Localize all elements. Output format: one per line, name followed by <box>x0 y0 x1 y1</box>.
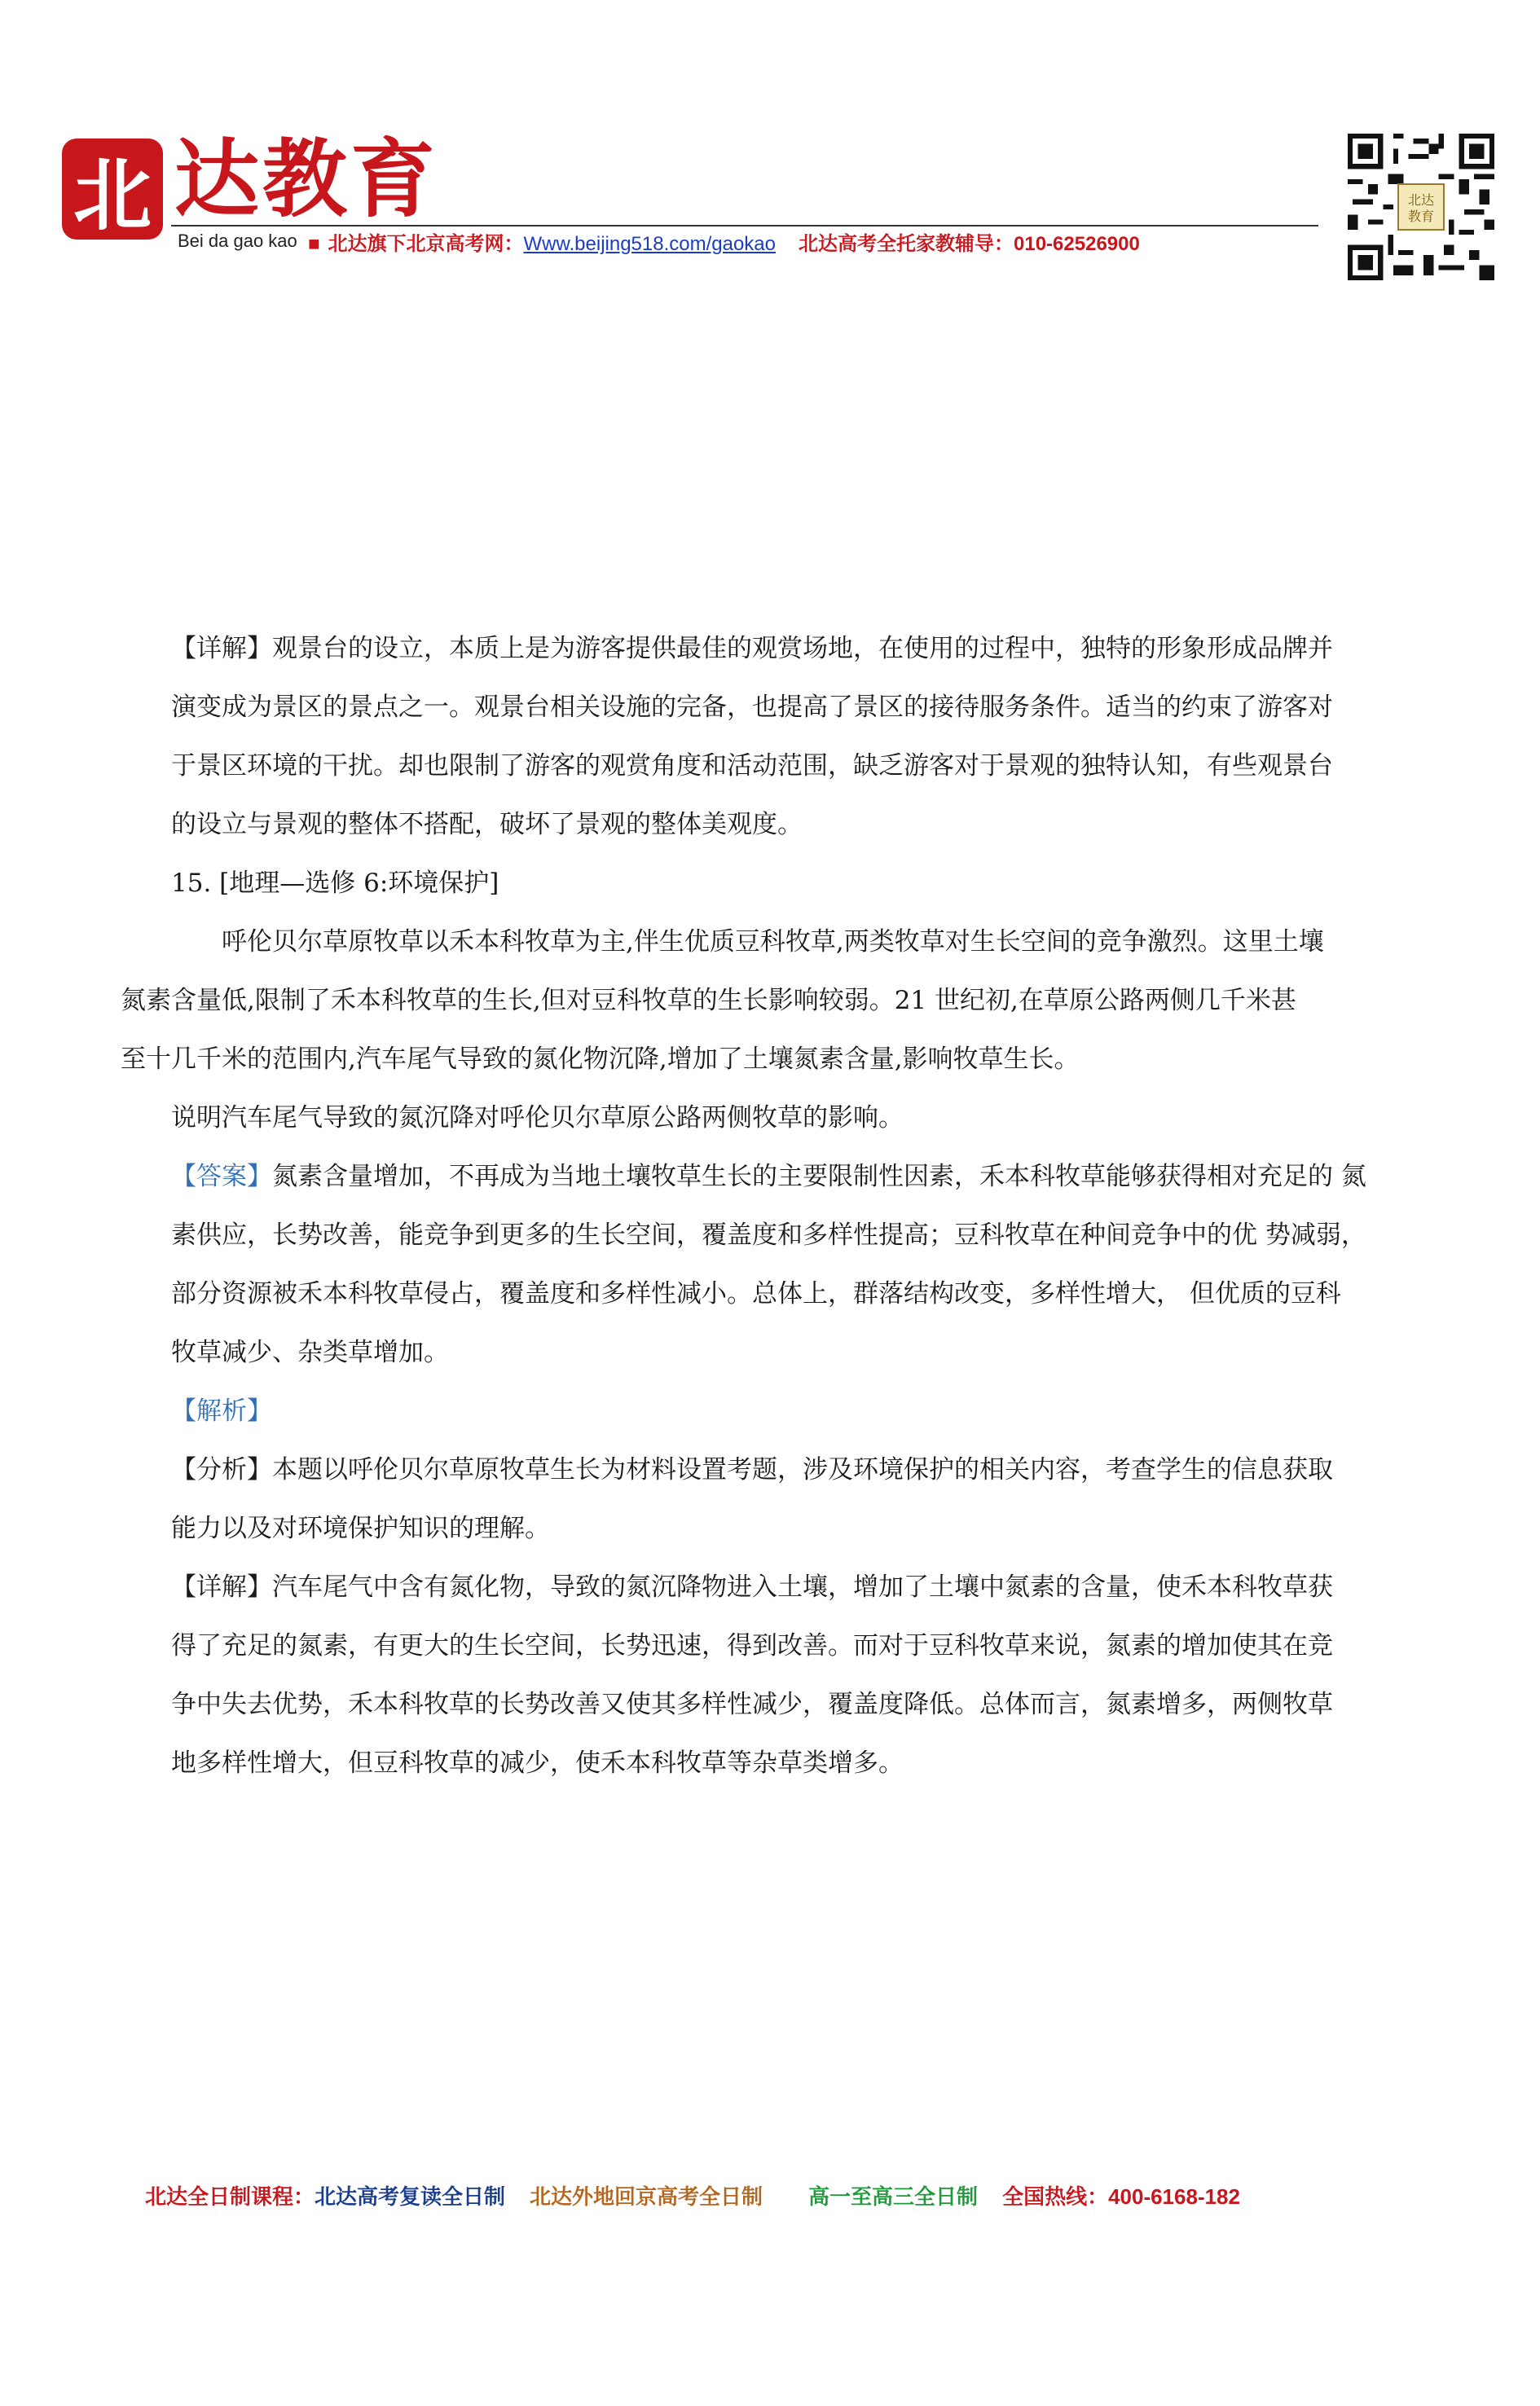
header-divider <box>171 225 1318 227</box>
question-prompt: 说明汽车尾气导致的氮沉降对呼伦贝尔草原公路两侧牧草的影响。 <box>171 1103 904 1133</box>
analysis-heading <box>171 1382 1393 1441</box>
site-label: 北达旗下北京高考网： <box>328 233 524 255</box>
tag-answer: 【答案】 <box>171 1162 272 1191</box>
header-info <box>308 227 1140 256</box>
qr-code-icon <box>1348 134 1494 280</box>
page-footer <box>145 2180 1240 2210</box>
tutor-label: 北达高考全托家教辅导： <box>799 233 1014 255</box>
para-explain-1: 【详解】观景台的设立，本质上是为游客提供最佳的观赏场地，在使用的过程中，独特的形象形成品牌并 演变成为景区的景点之一。观景台相关设施的完备，也提高了景区的接待服务条件。适当的约束了游客对 于景区环境的干扰。却也限制了游客的观赏角度和活动范围，缺乏游客对于景观的独特认知，有些观景台 的设立与景观的整体不搭配，破坏了景观的整体美观度。 <box>171 634 1333 839</box>
footer-hotline: 全国热线：400-6168-182 <box>1002 2184 1240 2209</box>
tag-detail-2: 【详解】 <box>171 1572 272 1602</box>
tag-fenxi: 【分析】 <box>171 1455 272 1485</box>
tag-analysis: 【解析】 <box>171 1397 272 1426</box>
square-bullet-icon: ■ <box>308 233 320 255</box>
logo-char: 北 <box>73 148 152 241</box>
svg-text:北达: 北达 <box>1407 191 1435 208</box>
question-material: 呼伦贝尔草原牧草以禾本科牧草为主,伴生优质豆科牧草,两类牧草对生长空间的竞争激烈。这里土壤 氮素含量低,限制了禾本科牧草的生长,但对豆科牧草的生长影响较弱。21 世纪初,在草原公路两侧几千米甚 至十几千米的范围内,汽车尾气导致的氮化物沉降,增加了土壤氮素含量,影响牧草生长。 <box>121 927 1324 1074</box>
svg-text:教育: 教育 <box>1407 208 1435 224</box>
tutor-phone: 010-62526900 <box>1014 233 1140 255</box>
footer-course-3[interactable]: 高一至高三全日制 <box>808 2184 979 2209</box>
answer-block: 【答案】氮素含量增加，不再成为当地土壤牧草生长的主要限制性因素，禾本科牧草能够获得相对充足的 氮 素供应，长势改善，能竞争到更多的生长空间，覆盖度和多样性提高；豆科牧草在种间竞争中的优 势减弱， 部分资源被禾本科牧草侵占，覆盖度和多样性减小。总体上，群落结构改变，多样性增大， 但优质的豆科 牧草减少、杂类草增加。 <box>171 1162 1366 1367</box>
footer-label: 北达全日制课程： <box>145 2184 315 2209</box>
page-header <box>0 0 1540 293</box>
document-body <box>121 619 1393 1792</box>
site-link[interactable]: Www.beijing518.com/gaokao <box>523 233 777 255</box>
logo-subtitle: Bei da gao kao <box>178 231 297 251</box>
detail-block: 【详解】汽车尾气中含有氮化物，导致的氮沉降物进入土壤，增加了土壤中氮素的含量，使禾本科牧草获 得了充足的氮素，有更大的生长空间，长势迅速，得到改善。而对于豆科牧草来说，氮素的增加使其在竞 争中失去优势，禾本科牧草的长势改善又使其多样性减少，覆盖度降低。总体而言，氮素增多，两侧牧草 地多样性增大，但豆科牧草的减少，使禾本科牧草等杂草类增多。 <box>171 1572 1333 1778</box>
tag-detail: 【详解】 <box>171 634 272 663</box>
logo-mark <box>62 139 163 240</box>
logo-name: 达教育 <box>174 129 439 229</box>
footer-course-2[interactable]: 北达外地回京高考全日制 <box>530 2184 763 2209</box>
footer-course-1[interactable]: 北达高考复读全日制 <box>315 2184 506 2209</box>
fenxi-block: 【分析】本题以呼伦贝尔草原牧草生长为材料设置考题，涉及环境保护的相关内容，考查学生的信息获取 能力以及对环境保护知识的理解。 <box>171 1455 1333 1543</box>
question-15-title: 15. [地理—选修 6:环境保护] <box>171 869 499 898</box>
